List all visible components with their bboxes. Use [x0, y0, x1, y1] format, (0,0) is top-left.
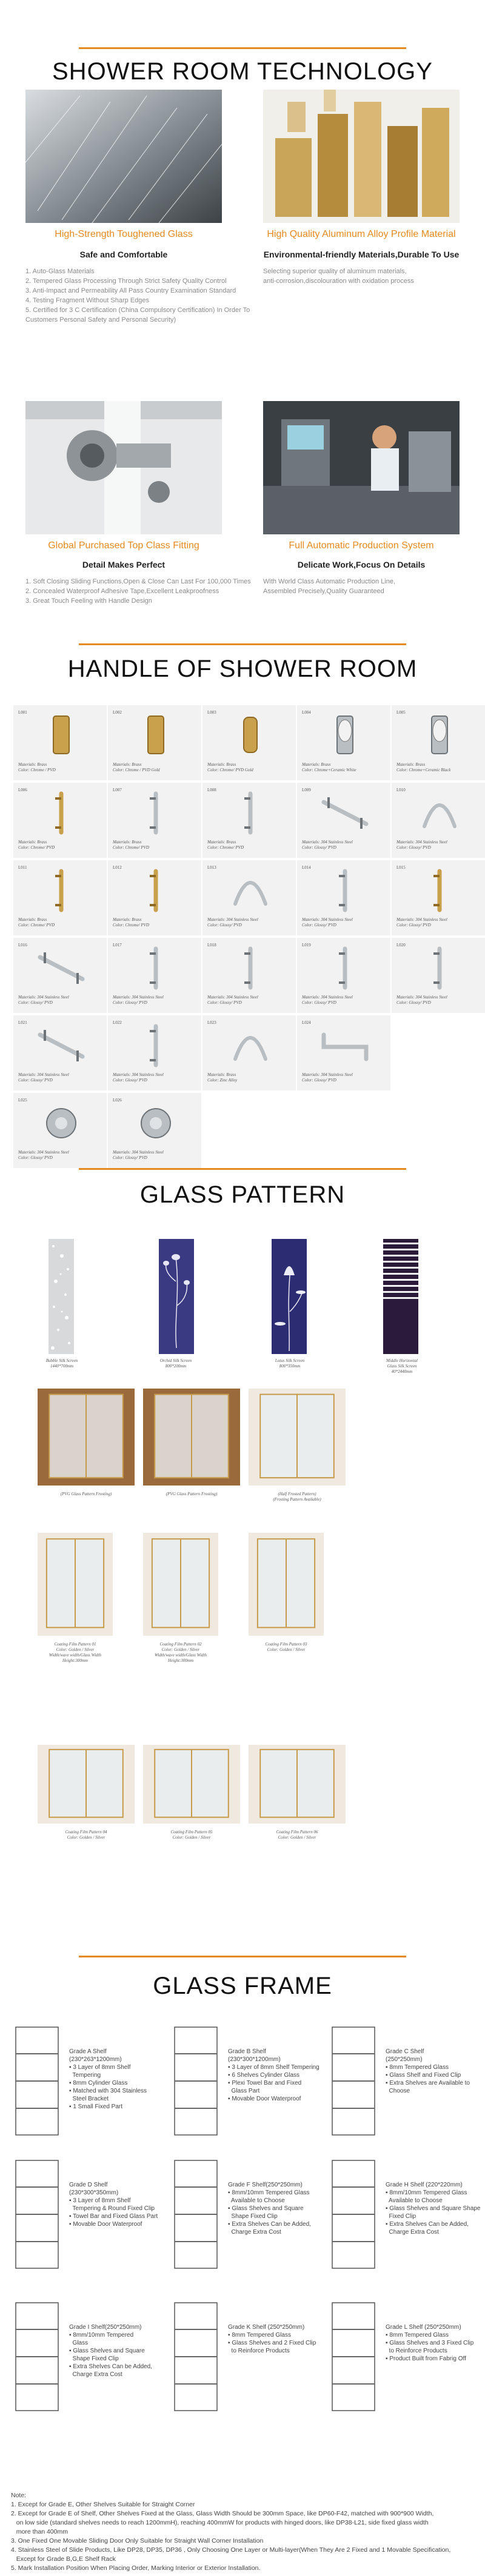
shelf-diagram	[11, 2023, 63, 2139]
handle-card	[202, 860, 296, 935]
handle-code: L017	[113, 943, 122, 948]
shelf-diagram	[327, 2023, 380, 2139]
chrome-pull-handle-icon	[122, 1023, 189, 1067]
feature-body-production: With World Class Automatic Production Line, Assembled Precisely,Quality Guaranteed	[263, 578, 396, 595]
handle-card	[13, 705, 107, 780]
pattern-caption: Bubble Silk Screen 1440*700mm	[45, 1358, 78, 1369]
gold-pull-handle-icon	[28, 868, 95, 912]
shelf-spec: Grade A Shelf (230*263*1200mm) ▪ 3 Layer of 8mm Shelf Tempering ▪ 8mm Cylinder Glass ▪ Matched with 304 Stainless Steel Bracket ▪ 1 Small Fixed Part	[69, 2048, 147, 2110]
room-caption: Coating Film Pattern 02 Color: Golden / Silver Width/wave width/Glass Width Height:300mm	[155, 1642, 207, 1663]
handle-card	[108, 1093, 201, 1168]
feature-subtitle-glass: Safe and Comfortable	[79, 250, 168, 259]
note-line: more than 400mm	[11, 2528, 68, 2535]
feature-caption-fitting: Global Purchased Top Class Fitting	[48, 540, 199, 551]
shower-room-image	[38, 1533, 113, 1636]
handle-card	[108, 938, 201, 1013]
handle-card	[392, 860, 485, 935]
feature-body-glass: 1. Auto-Glass Materials 2. Tempered Glass Processing Through Strict Safety Quality Control 3. Anti-Impact and Permeability All Pass Country Examination Standard 4. Testing Fragment Without Sharp Edges 5. Certified for 3 C Certification (China Compulsory Certification) In Order To Customers Personal Safety and Personal Security)	[25, 268, 250, 324]
handle-code: L018	[207, 943, 216, 948]
shelf-diagram	[11, 2157, 63, 2272]
chrome-knob-icon	[28, 1100, 95, 1145]
handle-card	[13, 860, 107, 935]
chrome-bar-handle-icon	[28, 1023, 95, 1067]
shelf-diagram	[170, 2023, 222, 2139]
handle-material: Materials: 304 Stainless Steel Color: Glossy/ PVD	[207, 917, 258, 928]
lotus-pattern-panel	[272, 1239, 307, 1354]
shelf-diagram	[327, 2157, 380, 2272]
shower-room-image	[249, 1745, 346, 1824]
chrome-pull-handle-icon	[217, 945, 284, 990]
handle-code: L013	[207, 865, 216, 870]
gold-pull-handle-icon	[28, 790, 95, 835]
handle-card	[108, 705, 201, 780]
pattern-caption: Lotus Silk Screen 800*350mm	[275, 1358, 305, 1369]
frame-divider	[79, 1956, 406, 1957]
feature-subtitle-aluminum: Environmental-friendly Materials,Durable To Use	[263, 250, 460, 259]
handle-card	[202, 1015, 296, 1090]
gold-lever-handle-icon	[28, 712, 95, 757]
chrome-bar-handle-icon	[28, 945, 95, 990]
top-divider	[79, 47, 406, 49]
ceramic-lever-handle-icon	[406, 712, 473, 757]
chrome-pull-handle-icon	[122, 945, 189, 990]
shelf-diagram	[11, 2299, 63, 2414]
feature-caption-aluminum: High Quality Aluminum Alloy Profile Material	[267, 229, 456, 239]
handle-card	[108, 783, 201, 858]
chrome-arc-handle-icon	[217, 1023, 284, 1067]
handle-material: Materials: 304 Stainless Steel Color: Glossy/ PVD	[396, 917, 447, 928]
shower-room-image	[249, 1533, 324, 1636]
handle-material: Materials: 304 Stainless Steel Color: Glossy/ PVD	[302, 1072, 353, 1083]
handle-code: L006	[18, 788, 27, 792]
room-caption: (PVG Glass Pattern Frosting)	[166, 1492, 218, 1496]
handle-code: L014	[302, 865, 311, 870]
handle-card	[202, 783, 296, 858]
handle-material: Materials: Brass Color: Chrome/ PVD	[113, 917, 150, 928]
note-line: Except for Grade B,G,E Shelf Rack	[11, 2555, 116, 2563]
handle-code: L011	[18, 865, 27, 870]
handle-material: Materials: Brass Color: Chrome/ PVD	[207, 840, 244, 850]
shower-room-image	[143, 1533, 218, 1636]
handle-material: Materials: Brass Color: Chrome/ PVD Gold	[207, 762, 253, 772]
feature-caption-glass: High-Strength Toughened Glass	[55, 229, 193, 239]
shelf-spec: Grade L Shelf (250*250mm) ▪ 8mm Tempered Glass ▪ Glass Shelves and 3 Fixed Clip to Reinforce Products ▪ Product Built from Fabrig Off	[386, 2324, 474, 2362]
handle-material: Materials: 304 Stainless Steel Color: Glossy/ PVD	[18, 995, 69, 1005]
handle-card	[297, 938, 390, 1013]
chrome-pull-handle-icon	[312, 868, 378, 912]
handle-code: L023	[207, 1020, 216, 1025]
handle-material: Materials: 304 Stainless Steel Color: Glossy/ PVD	[113, 995, 164, 1005]
room-caption: Coating Film Pattern 03 Color: Golden / Silver	[265, 1642, 307, 1652]
handle-card	[13, 783, 107, 858]
gold-pull-handle-icon	[406, 868, 473, 912]
chrome-arc-handle-icon	[217, 868, 284, 912]
pattern-caption: Orchid Silk Screen 800*200mm	[159, 1358, 192, 1369]
handle-card	[202, 938, 296, 1013]
handle-card	[297, 783, 390, 858]
room-caption: Coating Film Pattern 04 Color: Golden / Silver	[65, 1830, 107, 1840]
shower-room-image	[143, 1389, 240, 1486]
handle-code: L016	[18, 943, 27, 948]
handle-code: L005	[396, 710, 406, 715]
orchid-pattern-panel	[159, 1239, 194, 1354]
handle-code: L024	[302, 1020, 311, 1025]
gold-knob-handle-icon	[217, 712, 284, 757]
handle-card	[392, 938, 485, 1013]
handle-card	[297, 860, 390, 935]
handle-code: L015	[396, 865, 406, 870]
pattern-title: GLASS PATTERN	[139, 1181, 346, 1208]
handle-code: L022	[113, 1020, 122, 1025]
handle-code: L026	[113, 1098, 122, 1103]
handle-material: Materials: Brass Color: Chrome / PVD Gold	[113, 762, 160, 772]
shower-room-image	[38, 1745, 135, 1824]
feature-caption-production: Full Automatic Production System	[289, 540, 434, 551]
handle-material: Materials: Brass Color: Chrome / PVD	[18, 762, 56, 772]
shower-room-image	[143, 1745, 240, 1824]
handle-card	[297, 1015, 390, 1090]
room-caption: Coating Film Pattern 05 Color: Golden / Silver	[170, 1830, 213, 1840]
handle-code: L025	[18, 1098, 27, 1103]
handle-card	[13, 1093, 107, 1168]
handle-code: L020	[396, 943, 406, 948]
aluminum-profile-image	[263, 90, 460, 223]
room-caption: Coating Film Pattern 06 Color: Golden / Silver	[276, 1830, 318, 1840]
chrome-pull-handle-icon	[406, 945, 473, 990]
handle-card	[392, 783, 485, 858]
handle-material: Materials: Brass Color: Chrome/ PVD	[113, 840, 150, 850]
handle-code: L007	[113, 788, 122, 792]
handle-card	[108, 860, 201, 935]
note-line: 3. One Fixed One Movable Sliding Door Only Suitable for Straight Wall Corner Installation	[11, 2537, 264, 2544]
handle-material: Materials: 304 Stainless Steel Color: Glossy/ PVD	[396, 995, 447, 1005]
shelf-diagram	[327, 2299, 380, 2414]
note-line: 5. Mark Installation Position When Placing Order, Marking Interior or Exterior Installation.	[11, 2564, 261, 2572]
handle-material: Materials: 304 Stainless Steel Color: Glossy/ PVD	[113, 1150, 164, 1160]
handle-card	[297, 705, 390, 780]
shelf-spec: Grade C Shelf (250*250mm) ▪ 8mm Tempered Glass ▪ Glass Shelf and Fixed Clip ▪ Extra Shelves are Available to Choose	[386, 2048, 470, 2094]
room-caption: Coating Film Pattern 01 Color: Golden / Silver Width/wave width/Glass Width Height:300mm	[49, 1642, 101, 1663]
handles-title: HANDLE OF SHOWER ROOM	[67, 656, 418, 682]
shower-room-image	[38, 1389, 135, 1486]
handle-material: Materials: Brass Color: Zinc Alloy	[207, 1072, 238, 1083]
gold-lever-handle-icon	[122, 712, 189, 757]
frame-title: GLASS FRAME	[153, 1973, 332, 1999]
handle-card	[392, 705, 485, 780]
shelf-spec: Grade I Shelf(250*250mm) ▪ 8mm/10mm Tempered Glass ▪ Glass Shelves and Square Shape Fixed Clip ▪ Extra Shelves Can be Added, Charge Extra Cost	[69, 2324, 152, 2378]
horizontal-stripe-pattern-panel	[383, 1239, 418, 1354]
feature-body-fitting: 1. Soft Closing Sliding Functions,Open & Close Can Last For 100,000 Times 2. Concealed Waterproof Adhesive Tape,Excellent Leakproofness 3. Great Touch Feeling with Handle Design	[25, 578, 251, 605]
feature-subtitle-fitting: Detail Makes Perfect	[82, 560, 166, 569]
chrome-offset-handle-icon	[312, 1023, 378, 1067]
handle-code: L001	[18, 710, 27, 715]
note-line: 4. Stainless Steel of Slide Products, Like DP28, DP35, DP36 , Only Choosing One Layer or Multi-layer(When They Are 2 Fixed and 1 Movable Specification,	[11, 2546, 451, 2554]
ceramic-lever-handle-icon	[312, 712, 378, 757]
handle-material: Materials: 304 Stainless Steel Color: Glossy/ PVD	[18, 1072, 69, 1083]
handle-material: Materials: Brass Color: Chrome+Ceramic Black	[396, 762, 451, 772]
handle-code: L019	[302, 943, 311, 948]
note-line: Note:	[11, 2492, 27, 2499]
shelf-spec: Grade B Shelf (230*300*1200mm) ▪ 3 Layer of 8mm Shelf Tempering ▪ 6 Shelves Cylinder Glass ▪ Plexi Towel Bar and Fixed Glass Part ▪ Movable Door Waterproof	[228, 2048, 319, 2102]
note-line: 1. Except for Grade E, Other Shelves Suitable for Straight Corner	[11, 2501, 195, 2508]
handle-material: Materials: Brass Color: Chrome/ PVD	[18, 917, 55, 928]
handle-code: L021	[18, 1020, 27, 1025]
shelf-spec: Grade H Shelf (220*220mm) ▪ 8mm/10mm Tempered Glass Available to Choose ▪ Glass Shelves and Square Shape Fixed Clip ▪ Extra Shelves Can be Added, Charge Extra Cost	[386, 2182, 481, 2236]
gold-pull-handle-icon	[122, 868, 189, 912]
tech-title: SHOWER ROOM TECHNOLOGY	[52, 58, 433, 85]
handle-material: Materials: 304 Stainless Steel Color: Glossy/ PVD	[207, 995, 258, 1005]
handle-material: Materials: 304 Stainless Steel Color: Glossy/ PVD	[113, 1072, 164, 1083]
room-caption: (PVG Glass Pattern Frosting)	[60, 1492, 112, 1496]
handle-code: L004	[302, 710, 311, 715]
room-caption: (Half Frosted Pattern) (Frosting Pattern Available)	[273, 1492, 321, 1502]
handle-material: Materials: 304 Stainless Steel Color: Glossy/ PVD	[302, 917, 353, 928]
bubble-pattern-panel	[48, 1239, 74, 1354]
shelf-spec: Grade F Shelf(250*250mm) ▪ 8mm/10mm Tempered Glass Available to Choose ▪ Glass Shelves and Square Shape Fixed Clip ▪ Extra Shelves Can be Added, Charge Extra Cost	[228, 2182, 311, 2236]
handle-material: Materials: 304 Stainless Steel Color: Glossy/ PVD	[302, 995, 353, 1005]
chrome-pull-handle-icon	[122, 790, 189, 835]
handle-card	[13, 938, 107, 1013]
chrome-arc-handle-icon	[406, 790, 473, 835]
chrome-bar-handle-icon	[312, 790, 378, 835]
shelf-diagram	[170, 2157, 222, 2272]
handle-card	[13, 1015, 107, 1090]
feature-body-aluminum: Selecting superior quality of aluminum materials, anti-corrosion,discolouration with oxidation process	[263, 268, 414, 285]
shelf-spec: Grade K Shelf (250*250mm) ▪ 8mm Tempered Glass ▪ Glass Shelves and 2 Fixed Clip to Reinforce Products	[228, 2324, 316, 2354]
handle-material: Materials: 304 Stainless Steel Color: Glossy/ PVD	[396, 840, 447, 850]
handles-divider	[79, 643, 406, 645]
chrome-pull-handle-icon	[312, 945, 378, 990]
pattern-divider	[79, 1168, 406, 1170]
feature-subtitle-production: Delicate Work,Focus On Details	[297, 560, 426, 569]
shower-room-image	[249, 1389, 346, 1486]
handle-material: Materials: Brass Color: Chrome/ PVD	[18, 840, 55, 850]
pattern-caption: Middle Horizontal Glass Silk Screen 40*2440mm	[386, 1358, 418, 1374]
note-line: on low side (standard shelves needs to reach 1200mmH), reaching 400mmW for products with hinged doors, like DP38-L21, side fixed glass width	[11, 2519, 429, 2526]
handle-code: L010	[396, 788, 406, 792]
handle-material: Materials: 304 Stainless Steel Color: Glossy/ PVD	[18, 1150, 69, 1160]
handle-material: Materials: Brass Color: Chrome+Ceramic White	[302, 762, 356, 772]
note-line: 2. Except for Grade E of Shelf, Other Shelves Fixed at the Glass, Glass Width Should be 300mm Space, like DP60-F42, matched with 900*900 Width,	[11, 2510, 434, 2517]
handle-code: L003	[207, 710, 216, 715]
top-class-fitting-image	[25, 401, 222, 534]
handle-card	[202, 705, 296, 780]
shelf-diagram	[170, 2299, 222, 2414]
handle-code: L012	[113, 865, 122, 870]
chrome-knob-icon	[122, 1100, 189, 1145]
chrome-pull-handle-icon	[217, 790, 284, 835]
toughened-glass-image	[25, 90, 222, 223]
shelf-spec: Grade D Shelf (230*300*350mm) ▪ 3 Layer of 8mm Shelf Tempering & Round Fixed Clip ▪ Towel Bar and Fixed Glass Part ▪ Movable Door Waterproof	[69, 2182, 158, 2228]
production-system-image	[263, 401, 460, 534]
handle-code: L009	[302, 788, 311, 792]
handle-code: L008	[207, 788, 216, 792]
handle-code: L002	[113, 710, 122, 715]
handle-card	[108, 1015, 201, 1090]
handle-material: Materials: 304 Stainless Steel Color: Glossy/ PVD	[302, 840, 353, 850]
